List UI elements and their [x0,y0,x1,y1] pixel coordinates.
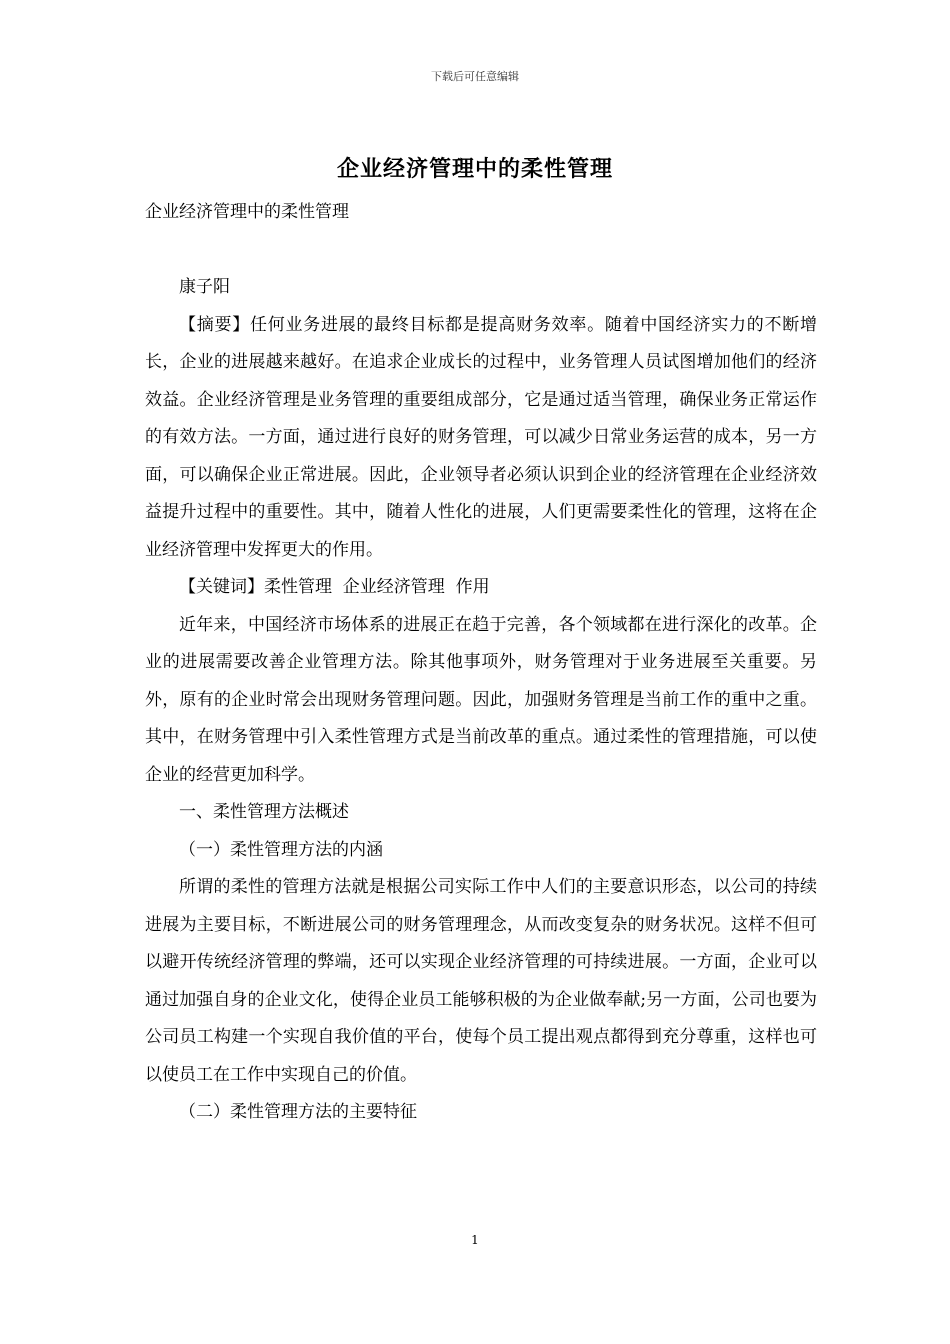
subsection-heading: （二）柔性管理方法的主要特征 [179,1102,417,1122]
intro-paragraph: 近年来，中国经济市场体系的进展正在趋于完善，各个领域都在进行深化的改革。企业的进展需要改善企业管理方法。除其他事项外，财务管理对于业务进展至关重要。另外，原有的企业时常会出现财务管理问题。因此，加强财务管理是当前工作的重中之重。其中，在财务管理中引入柔性管理方式是当前改革的重点。通过柔性的管理措施，可以使企业的经营更加科学。 [145,614,817,785]
keywords-paragraph: 【关键词】柔性管理 企业经济管理 作用 [179,577,490,597]
author: 康子阳 [179,277,230,297]
page-number: 1 [471,1233,479,1247]
header-note: 下载后可任意编辑 [431,70,519,83]
body-paragraph: 所谓的柔性的管理方法就是根据公司实际工作中人们的主要意识形态，以公司的持续进展为主要目标，不断进展公司的财务管理理念，从而改变复杂的财务状况。这样不但可以避开传统经济管理的弊端，还可以实现企业经济管理的可持续进展。一方面，企业可以通过加强自身的企业文化，使得企业员工能够积极的为企业做奉献;另一方面，公司也要为公司员工构建一个实现自我价值的平台，使每个员工提出观点都得到充分尊重，这样也可以使员工在工作中实现自己的价值。 [145,877,817,1085]
subtitle: 企业经济管理中的柔性管理 [145,202,349,222]
section-heading: 一、柔性管理方法概述 [179,802,349,822]
abstract-paragraph: 【摘要】任何业务进展的最终目标都是提高财务效率。随着中国经济实力的不断增长，企业的进展越来越好。在追求企业成长的过程中，业务管理人员试图增加他们的经济效益。企业经济管理是业务管理的重要组成部分，它是通过适当管理，确保业务正常运作的有效方法。一方面，通过进行良好的财务管理，可以减少日常业务运营的成本，另一方面，可以确保企业正常进展。因此，企业领导者必须认识到企业的经济管理在企业经济效益提升过程中的重要性。其中，随着人性化的进展，人们更需要柔性化的管理，这将在企业经济管理中发挥更大的作用。 [145,314,817,560]
subsection-heading: （一）柔性管理方法的内涵 [179,839,383,860]
document-body [145,194,817,1132]
document-title: 企业经济管理中的柔性管理 [336,156,613,182]
blank-line [145,232,817,270]
